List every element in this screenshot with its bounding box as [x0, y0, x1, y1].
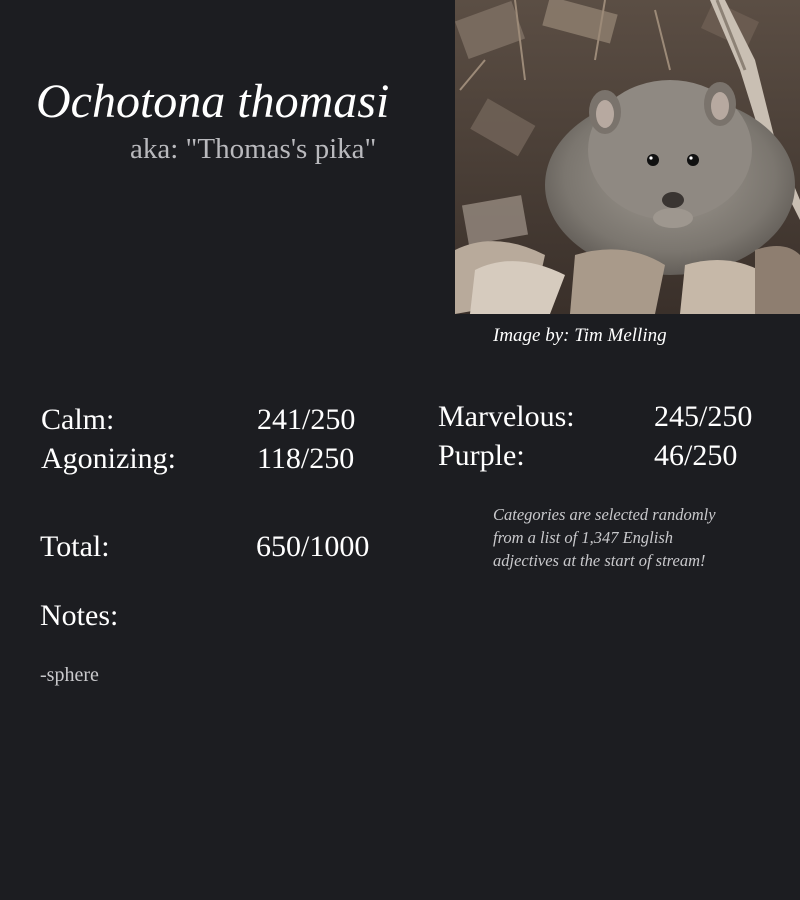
- score-label-agonizing: Agonizing:: [41, 442, 176, 475]
- common-name: aka: "Thomas's pika": [130, 133, 377, 165]
- score-value-marvelous: 245/250: [654, 400, 753, 433]
- categories-note: Categories are selected randomly from a list of 1,347 English adjectives at the start of stream!: [493, 505, 716, 570]
- score-value-calm: 241/250: [257, 403, 356, 436]
- score-value-total: 650/1000: [256, 530, 370, 563]
- score-label-purple: Purple:: [438, 439, 525, 472]
- score-label-marvelous: Marvelous:: [438, 400, 575, 433]
- image-credit: Image by: Tim Melling: [493, 325, 667, 346]
- score-label-total: Total:: [40, 530, 110, 563]
- notes-title: Notes:: [40, 599, 119, 632]
- notes-text: -sphere: [40, 664, 99, 686]
- score-value-purple: 46/250: [654, 439, 738, 472]
- score-label-calm: Calm:: [41, 403, 115, 436]
- score-value-agonizing: 118/250: [257, 442, 355, 475]
- species-title: Ochotona thomasi: [36, 75, 390, 128]
- pika-photo: [455, 0, 800, 314]
